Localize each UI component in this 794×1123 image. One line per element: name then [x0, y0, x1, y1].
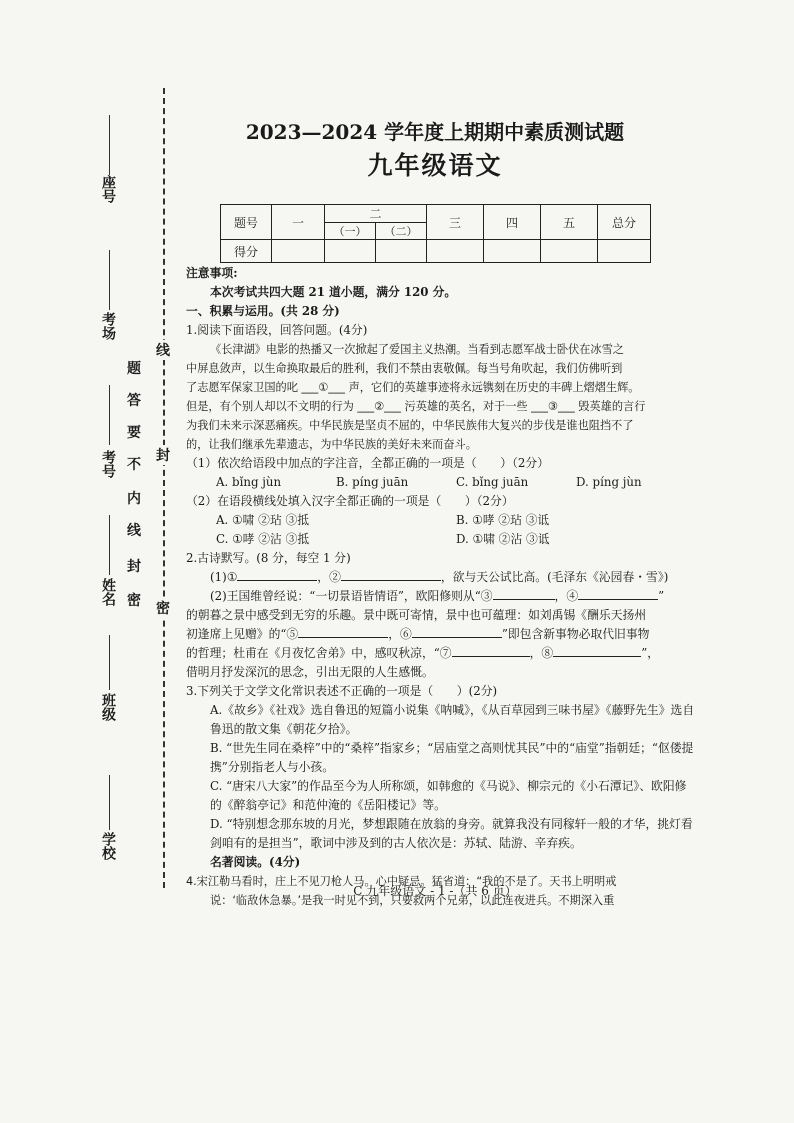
q2-2-cont: 初逢席上见赠》的“⑤ ，⑥ ”即包含新事物必取代旧事物 [186, 627, 650, 641]
score-cell [484, 240, 541, 263]
seal-char: 密 [156, 598, 170, 618]
score-row-label: 得分 [221, 240, 272, 263]
name-line [109, 515, 110, 575]
answer-blank[interactable] [298, 625, 388, 638]
warning-char: 不 [127, 457, 141, 473]
q1-passage [186, 340, 696, 454]
q1-2: （2）在语段横线处填入汉字全都正确的一项是（ ）（2分） [186, 494, 514, 508]
q3-option-c: C. “唐宋八大家”的作品至今为人所称颂，如韩愈的《马说》、柳宗元的《小石潭记》、欧阳修的《醉翁亭记》和范仲淹的《岳阳楼记》等。 [210, 779, 687, 812]
warning-char: 线 [127, 523, 141, 539]
score-header-cell: 三 [427, 205, 484, 240]
answer-blank[interactable] [553, 644, 641, 657]
room-label: 考场 [100, 312, 116, 340]
room-line [109, 250, 110, 310]
q3-option-d: D. “特别想念那东坡的月光，梦想跟随在放翁的身旁。就算我没有同稼轩一般的才华，挑灯看剑咱有的是担当”，歌词中涉及到的古人依次是：苏轼、陆游、辛弃疾。 [210, 817, 693, 850]
score-cell [541, 240, 598, 263]
q4-line: 4.宋江勒马看时，庄上不见刀枪人马。心中疑忌。猛省道：“我的不是了。天书上明明戒 [186, 875, 617, 888]
class-label: 班级 [100, 693, 116, 721]
warning-char: 要 [127, 425, 141, 441]
answer-blank[interactable] [578, 587, 658, 600]
option: C. bǐng juān [456, 475, 529, 489]
q2-2-cont: 借明月抒发深沉的思念，引出无限的人生感慨。 [186, 665, 434, 679]
q3-option-a: A.《故乡》《社戏》选自鲁迅的短篇小说集《呐喊》，《从百草园到三味书屋》《藤野先生》选自鲁迅的散文集《朝花夕拾》。 [210, 703, 695, 736]
exam-no-line [109, 385, 110, 445]
score-header-cell: 总分 [598, 205, 651, 240]
passage-line: 但是，有个别人却以不文明的行为 ___②___ 污英雄的英名，对于一些 ___③___ 毁英雄的言行 [186, 400, 646, 413]
score-header-cell: 五 [541, 205, 598, 240]
score-cell [427, 240, 484, 263]
q4-line: 说：‘临敌休急暴。’是我一时见不到，只要救两个兄弟，以此连夜进兵。不期深入重 [210, 894, 615, 907]
passage-line: 为我们未来示深恶痛疾。中华民族是坚贞不屈的，中华民族伟大复兴的步伐是谁也阻挡不了 [186, 419, 634, 432]
q2-title: 2.古诗默写。(8 分，每空 1 分) [186, 551, 351, 565]
seat-label: 座号 [100, 175, 116, 203]
name-label: 姓名 [100, 578, 116, 606]
notes-text: 本次考试共四大题 21 道小题，满分 120 分。 [210, 285, 457, 299]
notes-heading: 注意事项: [186, 266, 238, 280]
answer-blank[interactable] [237, 568, 317, 581]
q1-1: （1）依次给语段中加点的字注音，全都正确的一项是（ ）（2分） [186, 456, 550, 470]
q2-1: (1)① ，② ，欲与天公试比高。(毛泽东《沁园春・雪》) [210, 570, 669, 584]
school-line [109, 775, 110, 830]
score-subheader-cell: （一） [325, 223, 376, 240]
warning-char: 内 [127, 491, 141, 507]
score-header-cell: 一 [272, 205, 325, 240]
seal-char: 线 [156, 340, 170, 360]
reading-title: 名著阅读。(4分) [210, 855, 301, 869]
answer-blank[interactable] [341, 568, 441, 581]
warning-char: 题 [127, 361, 141, 377]
warning-char: 答 [127, 393, 141, 409]
passage-line: 中屏息敛声，以生命换取最后的胜利，我们不禁由衷敬佩。每当号角吹起，我们仿佛听到 [186, 362, 623, 375]
option: C. ①哮 ②沾 ③抵 [216, 532, 310, 546]
q1-2-options-cd [186, 530, 696, 549]
q1-1-options [186, 473, 696, 492]
answer-blank[interactable] [493, 587, 555, 600]
exam-title: 2023—2024 学年度上期期中素质测试题 [245, 120, 625, 144]
score-subheader-cell: （二） [376, 223, 427, 240]
score-header-cell: 四 [484, 205, 541, 240]
option: B. píng juān [336, 475, 409, 489]
exam-no-label: 考号 [100, 450, 116, 478]
page-footer: C 九年级语文 - 1 -（共 6 页） [353, 884, 517, 898]
seal-dashed-line [163, 88, 165, 888]
option: D. ①啸 ②沾 ③诋 [456, 532, 550, 546]
score-header-cell: 二 [325, 205, 427, 223]
warning-char: 封 [127, 559, 141, 575]
option: A. ①啸 ②玷 ③抵 [216, 513, 310, 527]
exam-subtitle: 九年级语文 [367, 151, 503, 180]
passage-line: 的，让我们继承先辈遗志，为中华民族的美好未来而奋斗。 [186, 438, 477, 451]
q3-option-b: B. “世先生同在桑梓”中的“桑梓”指家乡；“居庙堂之高则忧其民”中的“庙堂”指朝廷；“伛偻提携”分别指老人与小孩。 [210, 741, 694, 774]
exam-content [186, 264, 696, 910]
option: A. bǐng jùn [216, 475, 282, 489]
score-cell [376, 240, 427, 263]
q3-title: 3.下列关于文学文化常识表述不正确的一项是（ ）(2分) [186, 684, 498, 698]
score-header-cell: 题号 [221, 205, 272, 240]
school-label: 学校 [100, 832, 116, 860]
q1-title: 1.阅读下面语段，回答问题。(4分) [186, 323, 368, 337]
option: B. ①哮 ②玷 ③诋 [456, 513, 550, 527]
option: D. píng jùn [576, 475, 642, 489]
section1-title: 一、积累与运用。(共 28 分) [186, 304, 340, 318]
class-line [109, 635, 110, 690]
q2-2: (2)王国维曾经说：“一切景语皆情语”，欧阳修则从“③ ，④ ” [210, 589, 665, 603]
score-cell [598, 240, 651, 263]
seat-line [109, 115, 110, 175]
seal-char: 封 [156, 445, 170, 465]
answer-blank[interactable] [452, 644, 530, 657]
q2-2-cont: 的哲理；杜甫在《月夜忆舍弟》中，感叹秋凉，“⑦ ，⑧ ”， [186, 646, 660, 660]
q2-2-cont: 的朝暮之景中感受到无穷的乐趣。景中既可寄情，景中也可蕴理：如刘禹锡《酬乐天扬州 [186, 608, 647, 622]
passage-line: 《长津湖》电影的热播又一次掀起了爱国主义热潮。当看到志愿军战士卧伏在冰雪之 [210, 343, 624, 356]
binding-margin [0, 0, 175, 1123]
warning-char: 密 [127, 593, 141, 609]
score-cell [272, 240, 325, 263]
passage-line: 了志愿军保家卫国的叱 ___①___ 声，它们的英雄事迹将永远镌刻在历史的丰碑上熠熠生辉。 [186, 381, 640, 394]
score-table [220, 204, 651, 263]
score-cell [325, 240, 376, 263]
q1-2-options-ab [186, 511, 696, 530]
answer-blank[interactable] [412, 625, 502, 638]
